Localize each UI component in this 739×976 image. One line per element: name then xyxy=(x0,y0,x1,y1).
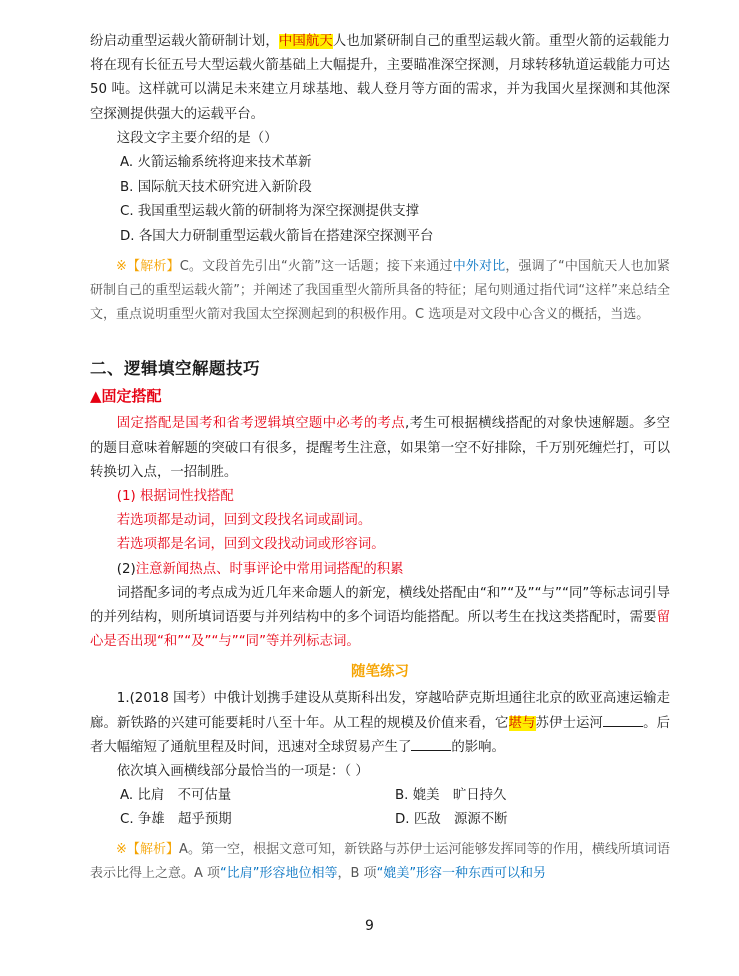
practice-option-c: C. 争雄 超乎预期 xyxy=(120,812,232,828)
red-emphasis: 留心是否出现“和”“及”“与”“同”等并列标志词。 xyxy=(90,610,670,650)
intro-highlight: 中国航天 xyxy=(278,34,333,49)
paragraph-text: 词搭配多词的考点成为近几年来命题人的新宠，横线处搭配由“和”“及”“与”“同”等标志词引导的并列结构，则所填词语要与并列结构中的多个词语均能搭配。所以考生在找这类搭配时，需要 xyxy=(90,585,670,626)
subsection-heading: ▲固定搭配 xyxy=(90,387,162,406)
document-page xyxy=(90,30,670,899)
rule-2-prefix: (2) xyxy=(116,561,136,577)
red-emphasis: 固定搭配是国考和省考逻辑填空题中必考的考点 xyxy=(116,416,405,432)
analysis-text-rest: ，强调了“中国航天人也加紧研制自己的重型运载火箭”；并阐述了我国重型火箭所具备的特征；尾句则通过指代词“这样”来总结全文，重点说明重型火箭对我国太空探测起到的积极作用。C 选项是对文段中心含义的概括，当选。 xyxy=(90,259,670,323)
fixed-collocation-paragraph xyxy=(90,412,670,485)
question-text-3: 。后者大幅缩短了通航里程及时间，迅速对全球贸易产生了 xyxy=(90,715,670,755)
intro-paragraph xyxy=(90,30,670,127)
rule-1: (1) 根据词性找搭配 xyxy=(116,489,234,504)
practice-stem: 依次填入画横线部分最恰当的一项是：（ ） xyxy=(116,764,369,780)
analysis-tag: ※【解析】 xyxy=(116,259,180,275)
analysis-text: A。第一空，根据文意可知，新铁路与苏伊士运河能够发挥同等的作用，横线所填词语表示比得上之意。A 项 xyxy=(90,842,670,882)
rule-2-text: 注意新闻热点、时事评论中常用词搭配的积累 xyxy=(135,561,404,577)
question-stem: 这段文字主要介绍的是（） xyxy=(116,130,278,146)
parallel-structure-paragraph xyxy=(90,582,670,655)
rule-2 xyxy=(90,558,670,582)
question-text-2: 苏伊士运河 xyxy=(535,715,603,731)
analysis-tag: ※【解析】 xyxy=(116,842,180,858)
option-b: B. 国际航天技术研究进入新阶段 xyxy=(120,179,312,195)
question-text-4: 的影响。 xyxy=(451,739,505,755)
intro-text-rest: 人也加紧研制自己的重型运载火箭。重型火箭的运载能力将在现有长征五号大型运载火箭基础上大幅提升，主要瞄准深空探测，月球转移轨道运载能力可达 50 吨。这样就可以满足未来建立月球基地、载人登月等方面的需求，并为我国火星探测和其他深空探测提供强大的运载平台。 xyxy=(90,34,671,122)
analysis-paragraph xyxy=(90,255,670,327)
question-text: 1.(2018 国考）中俄计划携手建设从莫斯科出发，穿越哈萨克斯坦通往北京的欧亚高速运输走廊。新铁路的兴建可能要耗时八至十年。从工程的规模及价值来看，它 xyxy=(90,691,670,731)
practice-option-a: A. 比肩 不可估量 xyxy=(120,788,232,804)
intro-text-start: 纷启动重型运载火箭研制计划， xyxy=(90,34,279,49)
rule-1b: 若选项都是名词，回到文段找动词或形容词。 xyxy=(116,537,385,553)
practice-question xyxy=(90,687,670,760)
blank-1 xyxy=(603,712,643,727)
analysis-text-2: ，B 项 xyxy=(337,866,377,882)
practice-title: 随笔练习 xyxy=(351,664,409,681)
practice-option-b: B. 媲美 旷日持久 xyxy=(395,788,507,804)
page-number: 9 xyxy=(365,918,374,934)
analysis-blue-text: “比肩”形容地位相等 xyxy=(220,866,338,882)
option-c: C. 我国重型运载火箭的研制将为深空探测提供支撑 xyxy=(120,204,420,220)
blank-2 xyxy=(411,736,451,751)
section-heading: 二、逻辑填空解题技巧 xyxy=(90,359,260,379)
option-a: A. 火箭运输系统将迎来技术革新 xyxy=(120,155,312,171)
analysis-blue-text: 中外对比 xyxy=(452,259,506,275)
rule-1a: 若选项都是动词，回到文段找名词或副词。 xyxy=(116,513,372,529)
analysis-text: C。文段首先引出“火箭”这一话题；接下来通过 xyxy=(179,259,453,275)
practice-options xyxy=(90,784,670,832)
practice-option-d: D. 匹敌 源源不断 xyxy=(395,812,508,828)
option-d: D. 各国大力研制重型运载火箭旨在搭建深空探测平台 xyxy=(120,228,434,244)
paragraph-text: ,考生可根据横线搭配的对象快速解题。多空的题目意味着解题的突破口有很多，提醒考生注意，如果第一空不好排除，千万别死缠烂打，可以转换切入点，一招制胜。 xyxy=(90,416,671,480)
analysis-blue-text-2: “媲美”形容一种东西可以和另 xyxy=(376,866,547,882)
practice-analysis xyxy=(90,838,670,886)
question-highlight: 堪与 xyxy=(508,715,536,731)
